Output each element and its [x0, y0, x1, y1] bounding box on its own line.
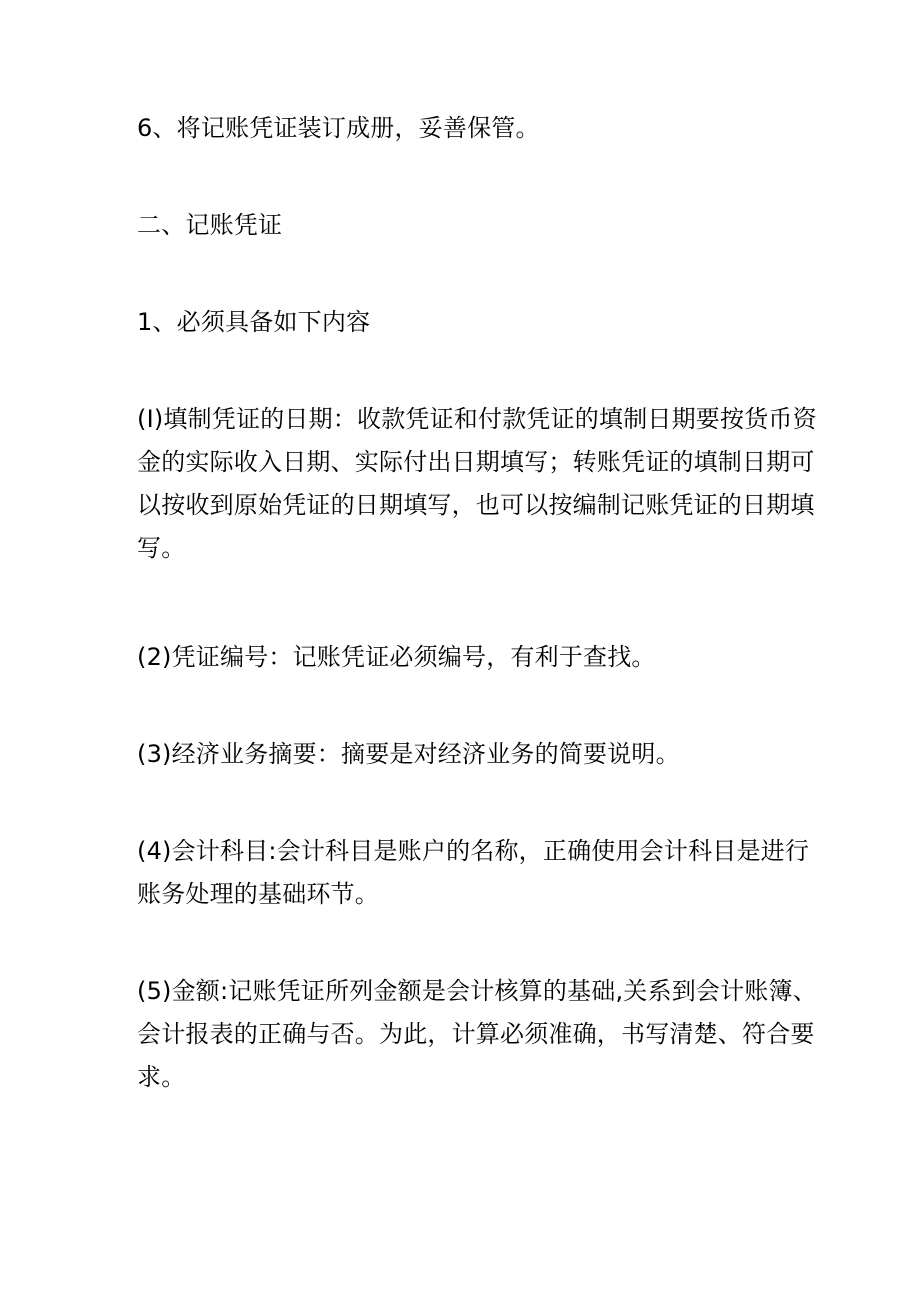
text-line: (3)经济业务摘要：摘要是对经济业务的简要说明。: [137, 740, 680, 768]
text-line: 6、将记账凭证装订成册，妥善保管。: [137, 114, 540, 142]
paragraph-voucher-number: [137, 636, 797, 679]
text-line: 1、必须具备如下内容: [137, 308, 371, 336]
text-line: (2)凭证编号：记账凭证必须编号，有利于查找。: [137, 643, 656, 671]
text-line: 求。: [137, 1063, 186, 1091]
text-line: 以按收到原始凭证的日期填写，也可以按编制记账凭证的日期填: [137, 491, 815, 519]
text-line: 账务处理的基础环节。: [137, 880, 379, 908]
paragraph-binding-step: [137, 107, 797, 150]
subsection-heading-contents: [137, 301, 797, 344]
text-line: (I)填制凭证的日期：收款凭证和付款凭证的填制日期要按货币资: [137, 405, 817, 433]
section-heading-voucher: [137, 204, 797, 247]
text-line: 会计报表的正确与否。为此，计算必须准确，书写清楚、符合要: [137, 1020, 815, 1048]
text-line: (5)金额:记账凭证所列金额是会计核算的基础,关系到会计账簿、: [137, 977, 817, 1005]
text-line: 写。: [137, 534, 186, 562]
paragraph-amount: [137, 970, 817, 1099]
paragraph-voucher-date: [137, 398, 817, 570]
text-line: 金的实际收入日期、实际付出日期填写；转账凭证的填制日期可: [137, 448, 815, 476]
paragraph-accounting-subjects: [137, 830, 810, 916]
text-line: 二、记账凭证: [137, 211, 283, 239]
text-line: (4)会计科目:会计科目是账户的名称，正确使用会计科目是进行: [137, 837, 810, 865]
paragraph-business-summary: [137, 733, 797, 776]
